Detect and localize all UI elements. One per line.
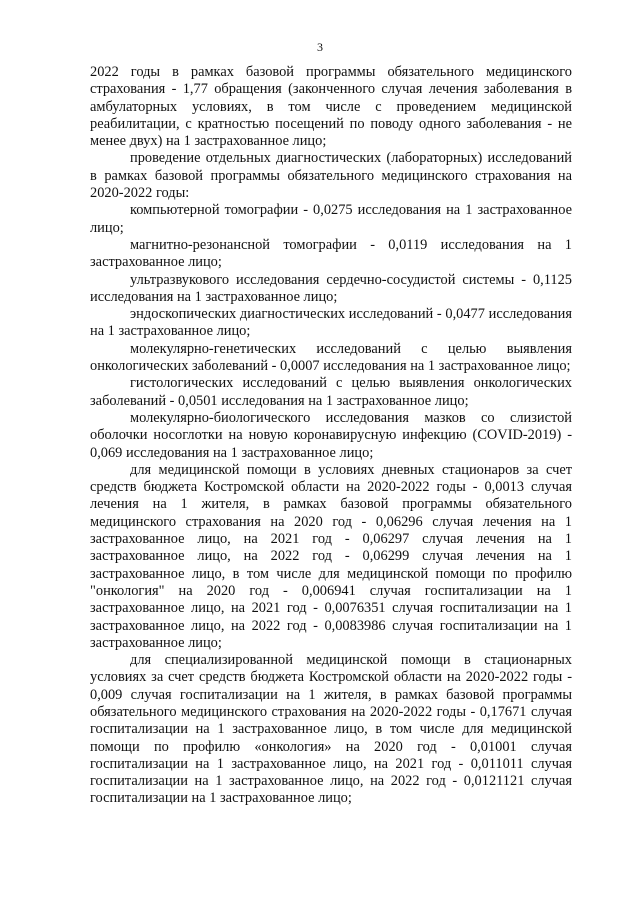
paragraph-outpatient-continued: 2022 годы в рамках базовой программы обязательного медицинского страхования - 1,77 обращения (законченного случая лечения заболевания в амбулаторных условиях, в том числе с проведением медицинской реабилитации, с кратностью посещений по поводу одного заболевания - не менее двух) на 1 застрахованное лицо;	[90, 64, 572, 150]
page-number: 3	[317, 40, 323, 54]
paragraph-mri: магнитно-резонансной томографии - 0,0119 исследования на 1 застрахованное лицо;	[90, 236, 572, 271]
paragraph-specialized-inpatient: для специализированной медицинской помощи в стационарных условиях за счет средств бюджета Костромской области на 2020-2022 годы - 0,009 случая госпитализации на 1 жителя, в рамках базовой программы обязательного медицинского страхования на 2020-2022 годы - 0,17671 случая госпитализации на 1 застрахованное лицо, в том числе для медицинской помощи по профилю «онкология» на 2020 год - 0,01001 случая госпитализации на 1 застрахованное лицо, на 2021 год - 0,011011 случая госпитализации на 1 застрахованное лицо, на 2022 год - 0,0121121 случая госпитализации на 1 застрахованное лицо;	[90, 652, 572, 807]
paragraph-computed-tomography: компьютерной томографии - 0,0275 исследования на 1 застрахованное лицо;	[90, 202, 572, 236]
paragraph-molecular-genetic: молекулярно-генетических исследований с целью выявления онкологических заболеваний - 0,0007 исследования на 1 застрахованное лицо;	[90, 340, 572, 375]
paragraph-endoscopy: эндоскопических диагностических исследований - 0,0477 исследования на 1 застрахованное лицо;	[90, 306, 572, 340]
paragraph-covid-swabs: молекулярно-биологического исследования мазков со слизистой оболочки носоглотки на новую коронавирусную инфекцию (COVID-2019) - 0,069 исследования на 1 застрахованное лицо;	[90, 409, 572, 461]
paragraph-day-hospital: для медицинской помощи в условиях дневных стационаров за счет средств бюджета Костромской области на 2020-2022 годы - 0,0013 случая лечения на 1 жителя, в рамках базовой программы обязательного медицинского страхования на 2020 год - 0,06296 случая лечения на 1 застрахованное лицо, на 2021 год - 0,06297 случая лечения на 1 застрахованное лицо, на 2022 год - 0,06299 случая лечения на 1 застрахованное лицо, в том числе для медицинской помощи по профилю "онкология" на 2020 год - 0,006941 случая госпитализации на 1 застрахованное лицо, на 2021 год - 0,0076351 случая госпитализации на 1 застрахованное лицо, на 2022 год - 0,0083986 случая госпитализации на 1 застрахованное лицо;	[90, 461, 572, 651]
paragraph-histology: гистологических исследований с целью выявления онкологических заболеваний - 0,0501 исследования на 1 застрахованное лицо;	[90, 375, 572, 409]
paragraph-diagnostic-studies: проведение отдельных диагностических (лабораторных) исследований в рамках базовой программы обязательного медицинского страхования на 2020-2022 годы:	[90, 150, 572, 202]
document-body	[90, 64, 572, 808]
paragraph-ultrasound-cardio: ультразвукового исследования сердечно-сосудистой системы - 0,1125 исследования на 1 застрахованное лицо;	[90, 271, 572, 305]
